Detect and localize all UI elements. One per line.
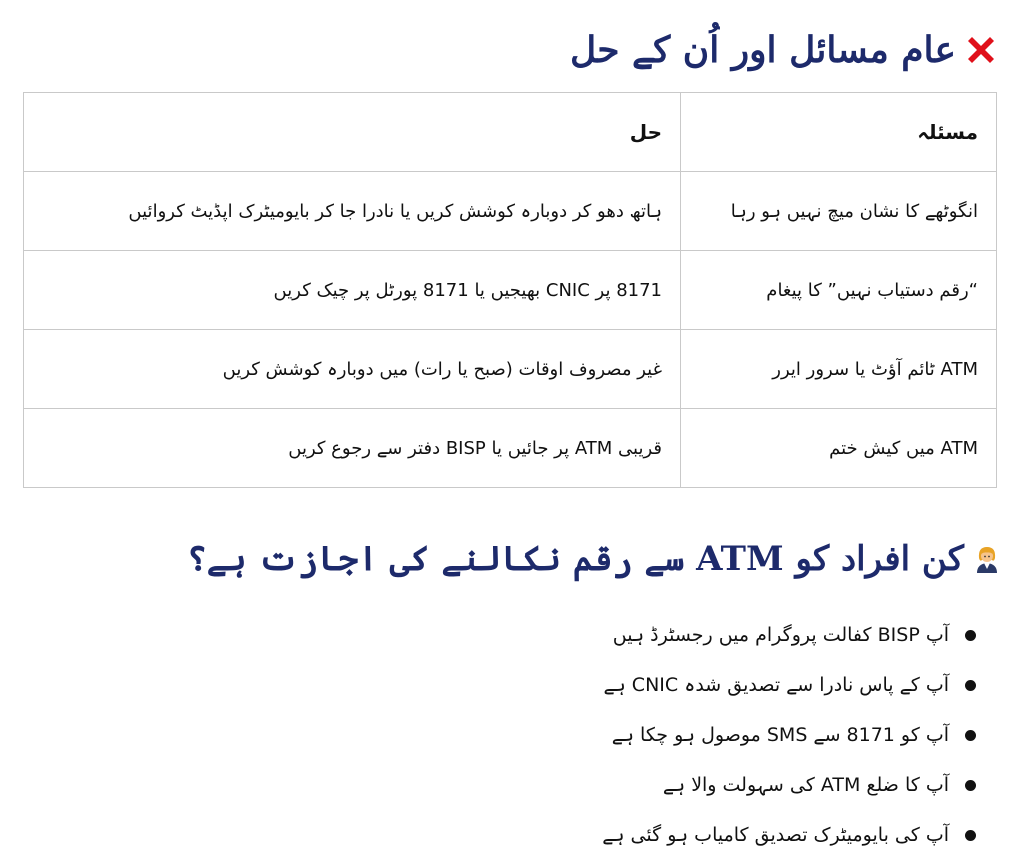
table-row <box>24 409 997 488</box>
list-item <box>602 710 976 760</box>
bullet-icon <box>965 830 976 841</box>
list-item-text: آپ کی بایومیٹرک تصدیق کامیاب ہو گئی ہے <box>602 824 949 846</box>
list-item-text: آپ کو 8171 سے SMS موصول ہو چکا ہے <box>611 724 949 746</box>
bullet-icon <box>965 680 976 691</box>
solution-cell: قریبی ATM پر جائیں یا BISP دفتر سے رجوع کریں <box>24 409 681 488</box>
problem-cell: انگوٹھے کا نشان میچ نہیں ہو رہا <box>681 172 997 251</box>
eligibility-heading-text: کن افراد کو ATM سے رقم نکالنے کی اجازت ہے؟ <box>186 539 964 579</box>
table-row <box>24 172 997 251</box>
solution-cell: 8171 پر CNIC بھیجیں یا 8171 پورٹل پر چیک کریں <box>24 251 681 330</box>
problem-column-header: مسئلہ <box>681 93 997 172</box>
list-item-text: آپ کا ضلع ATM کی سہولت والا ہے <box>662 774 949 796</box>
bullet-icon <box>965 730 976 741</box>
list-item-text: آپ BISP کفالت پروگرام میں رجسٹرڈ ہیں <box>612 624 949 646</box>
list-item <box>602 810 976 860</box>
issues-heading <box>570 18 1000 82</box>
solution-column-header: حل <box>24 93 681 172</box>
issues-heading-text: عام مسائل اور اُن کے حل <box>569 29 956 71</box>
eligibility-heading <box>187 524 1002 594</box>
table-row <box>24 330 997 409</box>
bullet-icon <box>965 630 976 641</box>
bullet-icon <box>965 780 976 791</box>
woman-office-worker-icon <box>972 544 1002 574</box>
problem-cell: ATM ٹائم آؤٹ یا سرور ایرر <box>681 330 997 409</box>
list-item <box>602 660 976 710</box>
table-row <box>24 251 997 330</box>
problem-cell: “رقم دستیاب نہیں” کا پیغام <box>681 251 997 330</box>
issues-table <box>23 92 997 488</box>
list-item-text: آپ کے پاس نادرا سے تصدیق شدہ CNIC ہے <box>603 674 949 696</box>
list-item <box>602 610 976 660</box>
eligibility-list <box>602 610 976 860</box>
problem-cell: ATM میں کیش ختم <box>681 409 997 488</box>
table-header-row <box>24 93 997 172</box>
list-item <box>602 760 976 810</box>
solution-cell: ہاتھ دھو کر دوبارہ کوشش کریں یا نادرا جا کر بایومیٹرک اپڈیٹ کروائیں <box>24 172 681 251</box>
cross-mark-icon <box>962 31 1000 69</box>
solution-cell: غیر مصروف اوقات (صبح یا رات) میں دوبارہ کوشش کریں <box>24 330 681 409</box>
